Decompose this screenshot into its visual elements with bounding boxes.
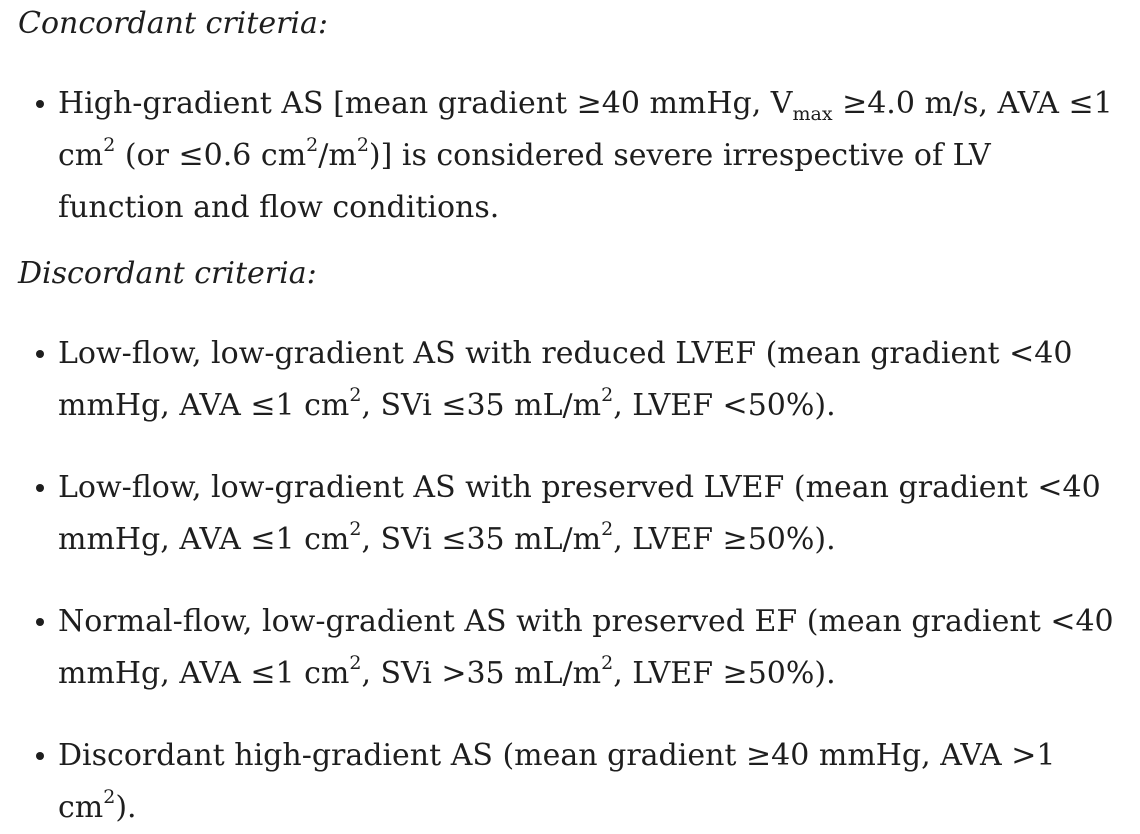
item-text: (or ≤0.6 cm <box>115 138 307 173</box>
item-text: )] is considered severe irrespective of LV function and flow conditions. <box>58 138 991 225</box>
item-text: /m <box>318 138 357 173</box>
list-item-low-flow-preserved-lvef <box>18 462 1120 566</box>
subscript-max: max <box>792 103 833 125</box>
superscript: 2 <box>349 384 362 406</box>
list-item-discordant-high-gradient <box>18 730 1120 834</box>
superscript: 2 <box>601 652 614 674</box>
superscript: 2 <box>103 786 116 808</box>
item-text: Discordant high-gradient AS (mean gradient ≥40 mmHg, AVA >1 cm <box>58 738 1056 825</box>
list-item-high-gradient-as <box>18 78 1120 234</box>
item-text: Low-flow, low-gradient AS with reduced LVEF (mean gradient <40 mmHg, AVA ≤1 cm <box>58 336 1073 423</box>
list-item-low-flow-reduced-lvef <box>18 328 1120 432</box>
superscript: 2 <box>601 384 614 406</box>
item-text: , LVEF <50%). <box>613 388 836 423</box>
item-text: Normal-flow, low-gradient AS with preserved EF (mean gradient <40 mmHg, AVA ≤1 cm <box>58 604 1114 691</box>
item-text: , LVEF ≥50%). <box>613 656 836 691</box>
concordant-criteria-list <box>18 78 1120 234</box>
item-text: Low-flow, low-gradient AS with preserved LVEF (mean gradient <40 mmHg, AVA ≤1 cm <box>58 470 1101 557</box>
superscript: 2 <box>349 518 362 540</box>
item-text: ). <box>115 790 137 825</box>
discordant-criteria-list <box>18 328 1120 834</box>
item-text: , SVi ≤35 mL/m <box>361 388 602 423</box>
superscript: 2 <box>356 134 369 156</box>
item-text: ≥4.0 m/s, AVA ≤1 cm <box>58 86 1113 173</box>
item-text: , SVi >35 mL/m <box>361 656 602 691</box>
item-text: High-gradient AS [mean gradient ≥40 mmHg, V <box>58 86 793 121</box>
superscript: 2 <box>306 134 319 156</box>
item-text: , LVEF ≥50%). <box>613 522 836 557</box>
discordant-criteria-heading: Discordant criteria: <box>18 256 317 291</box>
concordant-criteria-heading: Concordant criteria: <box>18 6 329 41</box>
list-item-normal-flow-preserved-ef <box>18 596 1120 700</box>
superscript: 2 <box>349 652 362 674</box>
item-text: , SVi ≤35 mL/m <box>361 522 602 557</box>
superscript: 2 <box>103 134 116 156</box>
superscript: 2 <box>601 518 614 540</box>
